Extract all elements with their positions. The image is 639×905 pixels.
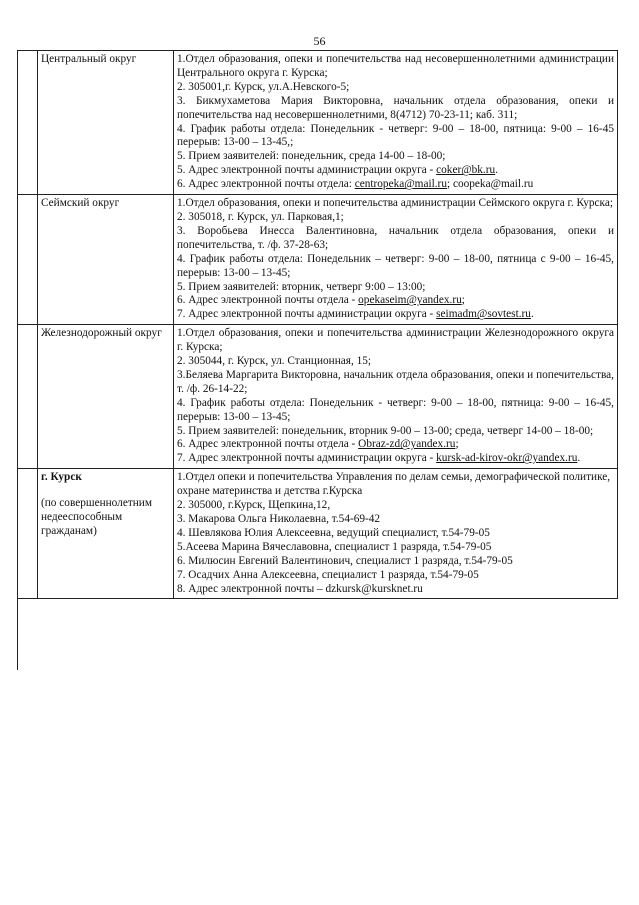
district-name: Сеймский округ [41,197,120,210]
email-label: 6. Адрес электронной почты отдела - [177,438,359,451]
email-suffix: ; coopeka@mail.ru [446,178,534,191]
info-line: 4. График работы отдела: Понедельник – четверг: 9-00 – 18-00, пятница с 9-00 – 16-45, перерыв: 13-00 – 13-45; [177,252,614,279]
email-link[interactable]: centropeka@mail.ru [354,178,447,191]
email-label: 6. Адрес электронной почты отдела - [177,294,359,307]
email-line [177,294,614,308]
info-cell [174,469,618,599]
info-line: 4. График работы отдела: Понедельник - четверг: 9-00 – 18-00, пятница: 9-00 – 16-45 перерыв: 13-00 – 13-45,; [177,122,614,149]
info-line: 4. График работы отдела: Понедельник - четверг: 9-00 – 18-00, пятница: 9-00 – 16-45, перерыв: 13-00 – 13-45; [177,396,614,423]
info-line: 5.Асеева Марина Вячеславовна, специалист 1 разряда, т.54-79-05 [177,540,492,553]
district-cell [38,325,174,469]
email-suffix: ; [455,438,459,451]
district-name: Центральный округ [41,53,137,65]
email-label: 5. Адрес электронной почты администрации округа - [177,164,437,177]
email-line [177,452,614,466]
district-name: г. Курск [41,471,82,484]
district-cell [38,195,174,325]
spacer [41,485,170,497]
email-label: 7. Адрес электронной почты администрации округа - [177,452,437,465]
info-line: 4. Шевлякова Юлия Алексеевна, ведущий специалист, т.54-79-05 [177,526,490,539]
index-cell [18,469,38,599]
info-line: 3. Воробьева Инесса Валентиновна, начальник отдела образования, опеки и попечительства, т. /ф. 37-28-63; [177,224,614,251]
table-row [18,51,618,195]
left-margin-line [17,50,18,670]
info-line: 2. 305000, г.Курск, Щепкина,12, [177,499,331,512]
info-cell [174,325,618,469]
contacts-table [17,50,618,599]
email-label: 7. Адрес электронной почты администрации округа - [177,308,437,321]
info-line: 2. 305001,г. Курск, ул.А.Невского-5; [177,80,350,93]
info-line: 1.Отдел образования, опеки и попечительства над несовершеннолетними администрации Центрального округа г. Курска; [177,53,614,79]
info-cell [174,51,618,195]
district-cell [38,51,174,195]
info-line: 5. Прием заявителей: вторник, четверг 9:00 – 13:00; [177,280,426,293]
district-name: Железнодорожный округ [41,327,162,340]
email-suffix: . [495,164,498,177]
page-number: 56 [313,34,326,48]
district-note: (по совершеннолетним недееспособным гражданам) [41,497,153,537]
info-line: 8. Адрес электронной почты – dzkursk@kursknet.ru [177,582,423,595]
table-row [18,195,618,325]
email-line [177,164,614,178]
email-suffix: ; [461,294,465,307]
district-cell [38,469,174,599]
index-cell [18,325,38,469]
info-line: 2. 305018, г. Курск, ул. Парковая,1; [177,210,344,223]
email-link[interactable]: opekaseim@yandex.ru [358,294,462,307]
info-line: 5. Прием заявителей: понедельник, вторник 9-00 – 13-00; среда, четверг 14-00 – 18-00; [177,424,594,437]
info-line: 1.Отдел образования, опеки и попечительства администрации Железнодорожного округа г. Курска; [177,327,614,354]
email-line [177,438,614,452]
email-line [177,178,614,192]
info-line: 3. Бикмухаметова Мария Викторовна, начальник отдела образования, опеки и попечительства над несовершеннолетними, 8(4712) 70-23-11; каб. 311; [177,94,614,121]
index-cell [18,195,38,325]
email-link[interactable]: Obraz-zd@yandex.ru [358,438,456,451]
email-link[interactable]: kursk-ad-kirov-okr@yandex.ru [436,452,578,465]
info-line: 1.Отдел опеки и попечительства Управления по делам семьи, демографической политике, охране материнства и детства г.Курска [177,471,611,498]
email-link[interactable]: seimadm@sovtest.ru [436,308,531,321]
index-cell [18,51,38,195]
info-cell [174,195,618,325]
email-line [177,308,614,322]
email-suffix: . [577,452,581,465]
info-line: 7. Осадчих Анна Алексеевна, специалист 1 разряда, т.54-79-05 [177,568,479,581]
info-line: 2. 305044, г. Курск, ул. Станционная, 15; [177,355,372,368]
info-line: 6. Милюсин Евгений Валентинович, специалист 1 разряда, т.54-79-05 [177,554,513,567]
info-line: 3.Беляева Маргарита Викторовна, начальник отдела образования, опеки и попечительства, т. /ф. 26-14-22; [177,368,614,395]
info-line: 5. Прием заявителей: понедельник, среда 14-00 – 18-00; [177,150,446,163]
info-line: 1.Отдел образования, опеки и попечительства администрации Сеймского округа г. Курска; [177,197,614,210]
table-row [18,325,618,469]
email-label: 6. Адрес электронной почты отдела: [177,178,355,191]
info-line: 3. Макарова Ольга Николаевна, т.54-69-42 [177,513,381,525]
email-link[interactable]: coker@bk.ru [436,164,496,177]
email-suffix: . [530,308,534,321]
table-row [18,469,618,599]
